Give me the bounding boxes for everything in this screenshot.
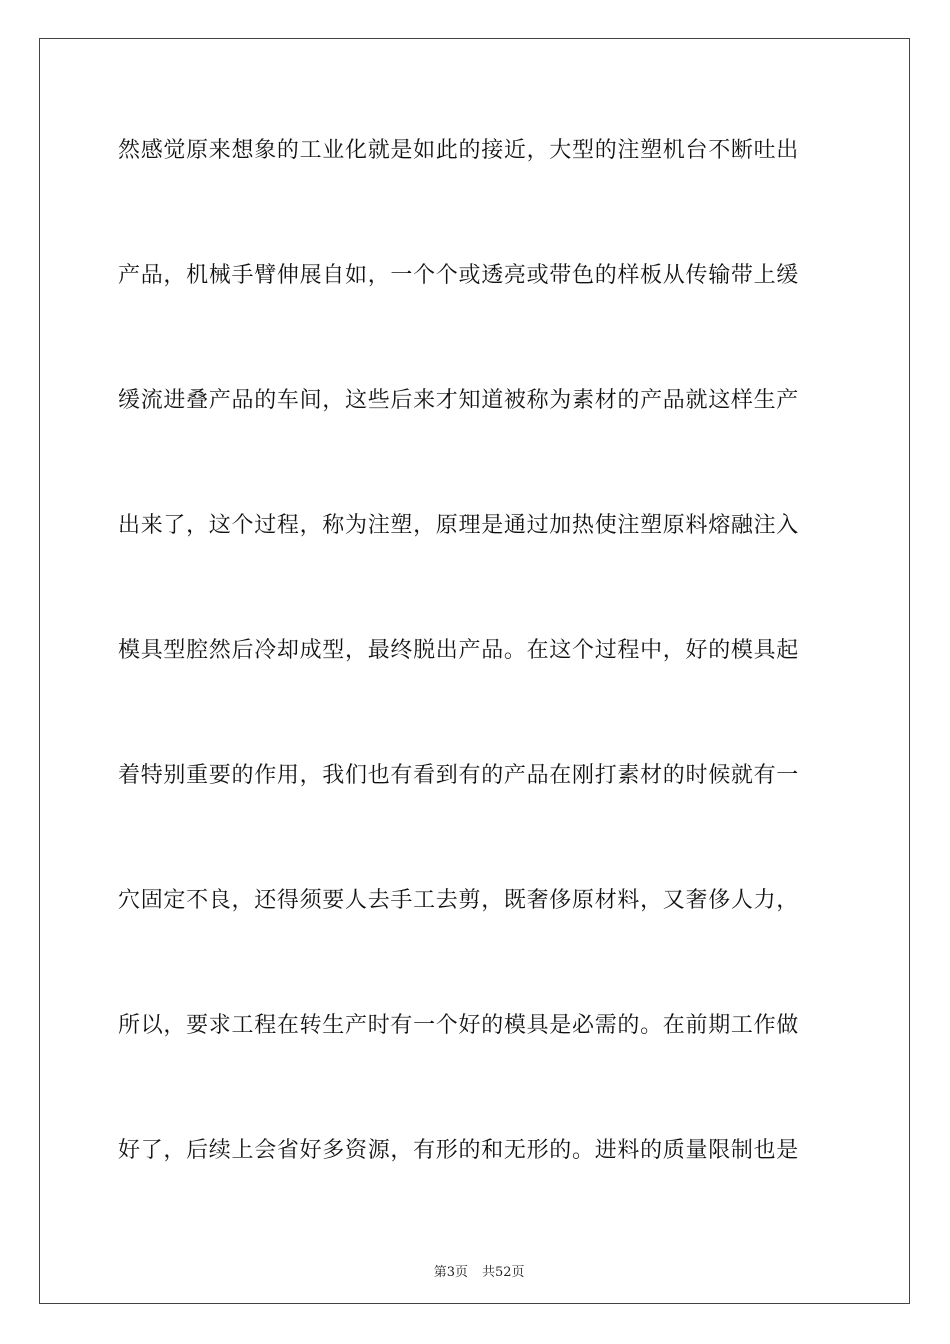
- text-line-7: 穴固定不良，还得须要人去手工去剪，既奢侈原材料，又奢侈人力，: [118, 888, 800, 913]
- text-line-5: 模具型腔然后冷却成型，最终脱出产品。在这个过程中，好的模具起: [118, 638, 800, 663]
- document-body: [118, 126, 834, 1251]
- page-footer: [0, 1246, 950, 1280]
- page-number: 第3页: [433, 1265, 468, 1280]
- text-line-9: 好了，后续上会省好多资源，有形的和无形的。进料的质量限制也是: [118, 1138, 800, 1163]
- text-line-1: 然感觉原来想象的工业化就是如此的接近，大型的注塑机台不断吐出: [118, 138, 800, 163]
- text-line-6: 着特别重要的作用，我们也有看到有的产品在刚打素材的时候就有一: [118, 763, 800, 788]
- text-line-8: 所以，要求工程在转生产时有一个好的模具是必需的。在前期工作做: [118, 1013, 800, 1038]
- text-line-3: 缓流进叠产品的车间，这些后来才知道被称为素材的产品就这样生产: [118, 388, 800, 413]
- text-line-4: 出来了，这个过程，称为注塑，原理是通过加热使注塑原料熔融注入: [118, 513, 800, 538]
- page-total: 共52页: [482, 1265, 525, 1280]
- text-line-2: 产品，机械手臂伸展自如，一个个或透亮或带色的样板从传输带上缓: [118, 263, 800, 288]
